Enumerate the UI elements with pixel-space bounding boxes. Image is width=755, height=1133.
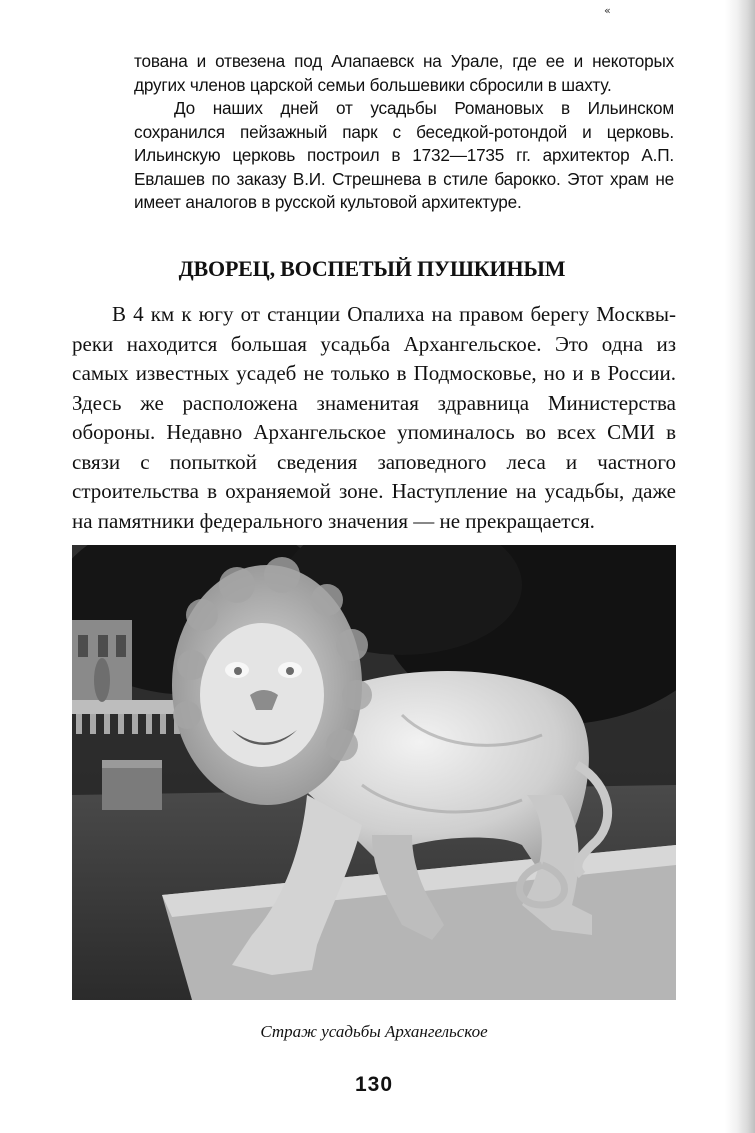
section-body-paragraph: В 4 км к югу от станции Опалиха на правом берегу Москвы-реки находится большая усадьба Архангельское. Это одна из самых известных усадеб не только в Подмосковье, но и в России. Здесь же расположена знаменитая здравница Министерства обороны. Недавно Архангельское упоминалось во всех СМИ в связи с попыткой сведения заповедного леса и частного строительства в охраняемой зоне. Наступление на усадьбы, даже на памятники федерального значения — не прекращается. <box>72 302 676 533</box>
intro-paragraph-2: До наших дней от усадьбы Романовых в Ильинском сохранился пейзажный парк с беседкой-ротондой и церковь. Ильинскую церковь построил в 1732—1735 гг. архитектор А.П. Евлашев по заказу В.И. Стрешнева в стиле барокко. Этот храм не имеет аналогов в русской культовой архитектуре. <box>134 98 674 212</box>
section-heading: ДВОРЕЦ, ВОСПЕТЫЙ ПУШКИНЫМ <box>178 256 566 281</box>
corner-mark: « <box>604 4 611 17</box>
intro-text-block <box>134 50 674 215</box>
photo-caption: Страж усадьбы Архангельское <box>260 1022 488 1041</box>
page-number: 130 <box>354 1073 394 1096</box>
scanned-page-edge <box>725 0 755 1133</box>
intro-paragraph-1: тована и отвезена под Алапаевск на Урале, где ее и некоторых других членов царской семьи большевики сбросили в шахту. <box>134 51 674 95</box>
lion-sculpture-photo <box>72 545 676 1000</box>
